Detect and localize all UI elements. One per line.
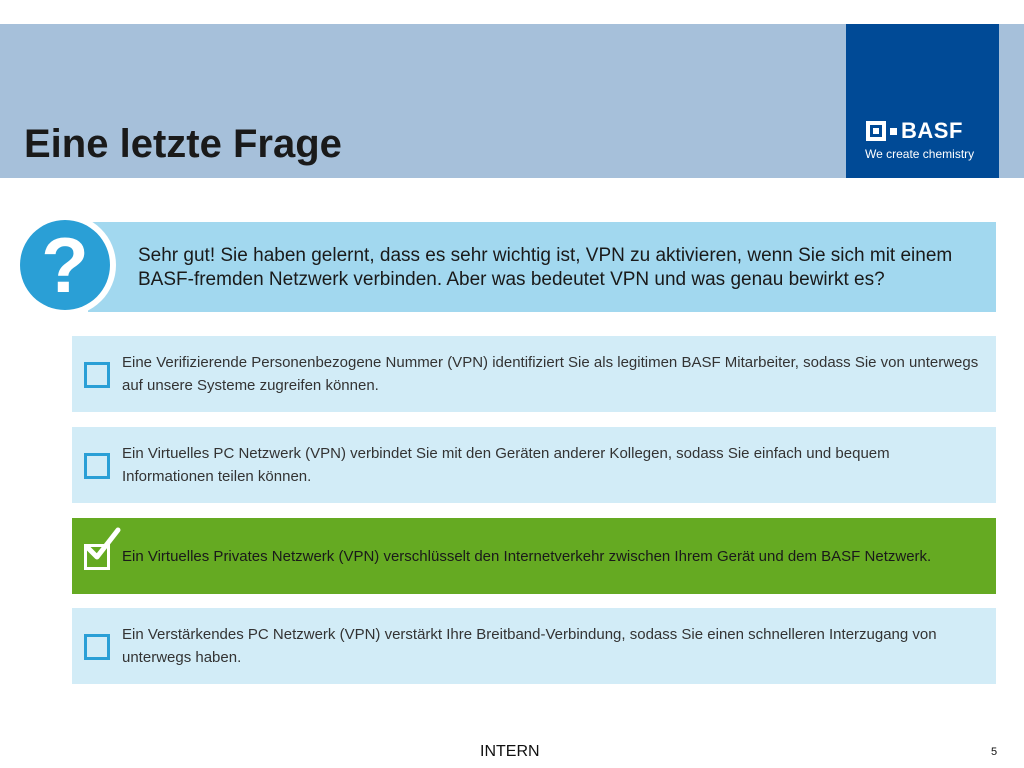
question-mark-icon: ?	[20, 220, 110, 310]
question-text: Sehr gut! Sie haben gelernt, dass es sehr wichtig ist, VPN zu aktivieren, wenn Sie sich mit einem BASF-fremden Netzwerk verbinden. Aber was bedeutet VPN und was genau bewirkt es?	[138, 245, 953, 290]
answer-option-1[interactable]	[72, 336, 996, 412]
checkbox-icon[interactable]	[84, 453, 110, 479]
answer-text: Eine Verifizierende Personenbezogene Nummer (VPN) identifiziert Sie als legitimen BASF Mitarbeiter, sodass Sie von unterwegs auf unsere Systeme zugreifen können.	[122, 354, 979, 394]
logo-dot-icon	[890, 128, 897, 135]
logo-tagline: We create chemistry	[865, 147, 975, 161]
page-number: 5	[991, 746, 998, 758]
answer-text: Ein Verstärkendes PC Netzwerk (VPN) verstärkt Ihre Breitband-Verbindung, sodass Sie einen schnelleren Interzugang von unterwegs haben.	[122, 626, 937, 666]
logo-square-icon	[866, 121, 886, 141]
basf-logo-mark	[866, 120, 963, 142]
answer-text: Ein Virtuelles Privates Netzwerk (VPN) verschlüsselt den Internetverkehr zwischen Ihrem Gerät und dem BASF Netzwerk.	[122, 547, 932, 565]
classification-label: INTERN	[480, 743, 540, 760]
answer-option-4[interactable]	[72, 608, 996, 684]
checkmark-icon	[82, 526, 122, 566]
answer-option-2[interactable]	[72, 427, 996, 503]
logo-brand-text: BASF	[901, 118, 963, 143]
answer-option-3[interactable]	[72, 518, 996, 594]
page-title: Eine letzte Frage	[24, 122, 342, 166]
checkbox-icon[interactable]	[84, 362, 110, 388]
checkbox-icon[interactable]	[84, 634, 110, 660]
answer-text: Ein Virtuelles PC Netzwerk (VPN) verbindet Sie mit den Geräten anderer Kollegen, sodass Sie einfach und bequem Informationen teilen können.	[122, 445, 890, 485]
